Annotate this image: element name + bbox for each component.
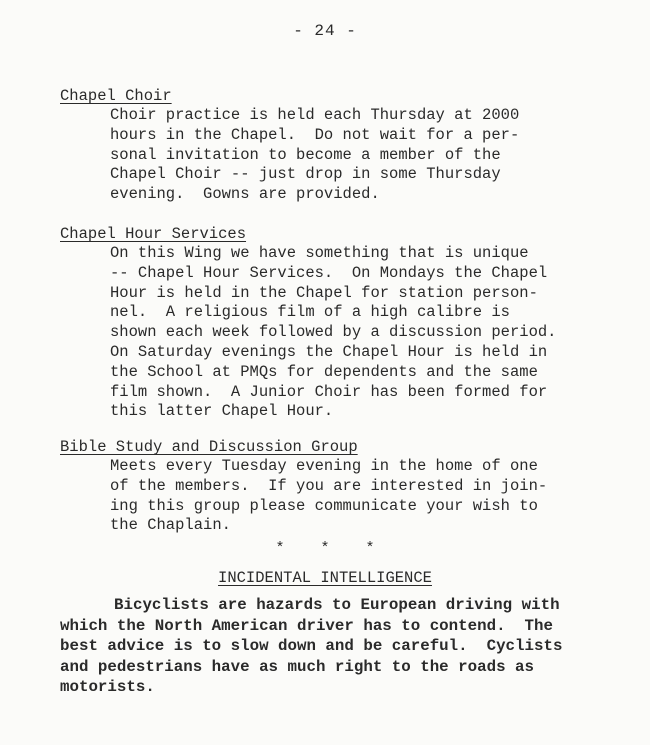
text-line: Chapel Choir -- just drop in some Thursday — [110, 165, 501, 184]
text-line: and pedestrians have as much right to the roads as — [60, 657, 534, 676]
section-chapel-hour-services — [60, 224, 600, 422]
text-line: sonal invitation to become a member of the — [110, 145, 501, 164]
text-line: hours in the Chapel. Do not wait for a per- — [110, 125, 520, 144]
text-line: motorists. — [60, 678, 155, 697]
text-line: the School at PMQs for dependents and the same — [110, 362, 538, 381]
section-body — [110, 244, 600, 422]
section-body — [110, 457, 600, 536]
text-line: nel. A religious film of a high calibre is — [110, 303, 510, 322]
text-line: Hour is held in the Chapel for station person- — [110, 283, 538, 302]
incidental-body — [60, 595, 630, 698]
text-line: Meets every Tuesday evening in the home of one — [110, 457, 538, 475]
section-bible-study — [60, 437, 600, 536]
text-line: -- Chapel Hour Services. On Mondays the Chapel — [110, 263, 548, 282]
text-line: evening. Gowns are provided. — [110, 185, 380, 204]
page-number: - 24 - — [293, 22, 357, 40]
text-line: Choir practice is held each Thursday at 2000 — [110, 106, 520, 124]
text-line: which the North American driver has to contend. The — [60, 616, 553, 635]
text-line: film shown. A Junior Choir has been formed for — [110, 382, 548, 401]
section-separator: * * * — [275, 540, 375, 557]
text-line: this latter Chapel Hour. — [110, 402, 334, 421]
section-heading: Bible Study and Discussion Group — [60, 438, 358, 456]
text-line: Bicyclists are hazards to European driving with — [114, 596, 560, 614]
text-line: On Saturday evenings the Chapel Hour is held in — [110, 342, 548, 361]
section-chapel-choir — [60, 86, 600, 205]
section-heading: Chapel Choir — [60, 87, 172, 105]
text-line: of the members. If you are interested in join- — [110, 476, 548, 495]
text-line: the Chaplain. — [110, 516, 231, 535]
text-line: On this Wing we have something that is unique — [110, 244, 529, 262]
text-line: best advice is to slow down and be careful. Cyclists — [60, 637, 563, 656]
incidental-title: INCIDENTAL INTELLIGENCE — [218, 569, 432, 587]
section-body — [110, 106, 600, 205]
section-heading: Chapel Hour Services — [60, 225, 247, 243]
text-line: shown each week followed by a discussion period. — [110, 323, 557, 342]
text-line: ing this group please communicate your wish to — [110, 496, 538, 515]
